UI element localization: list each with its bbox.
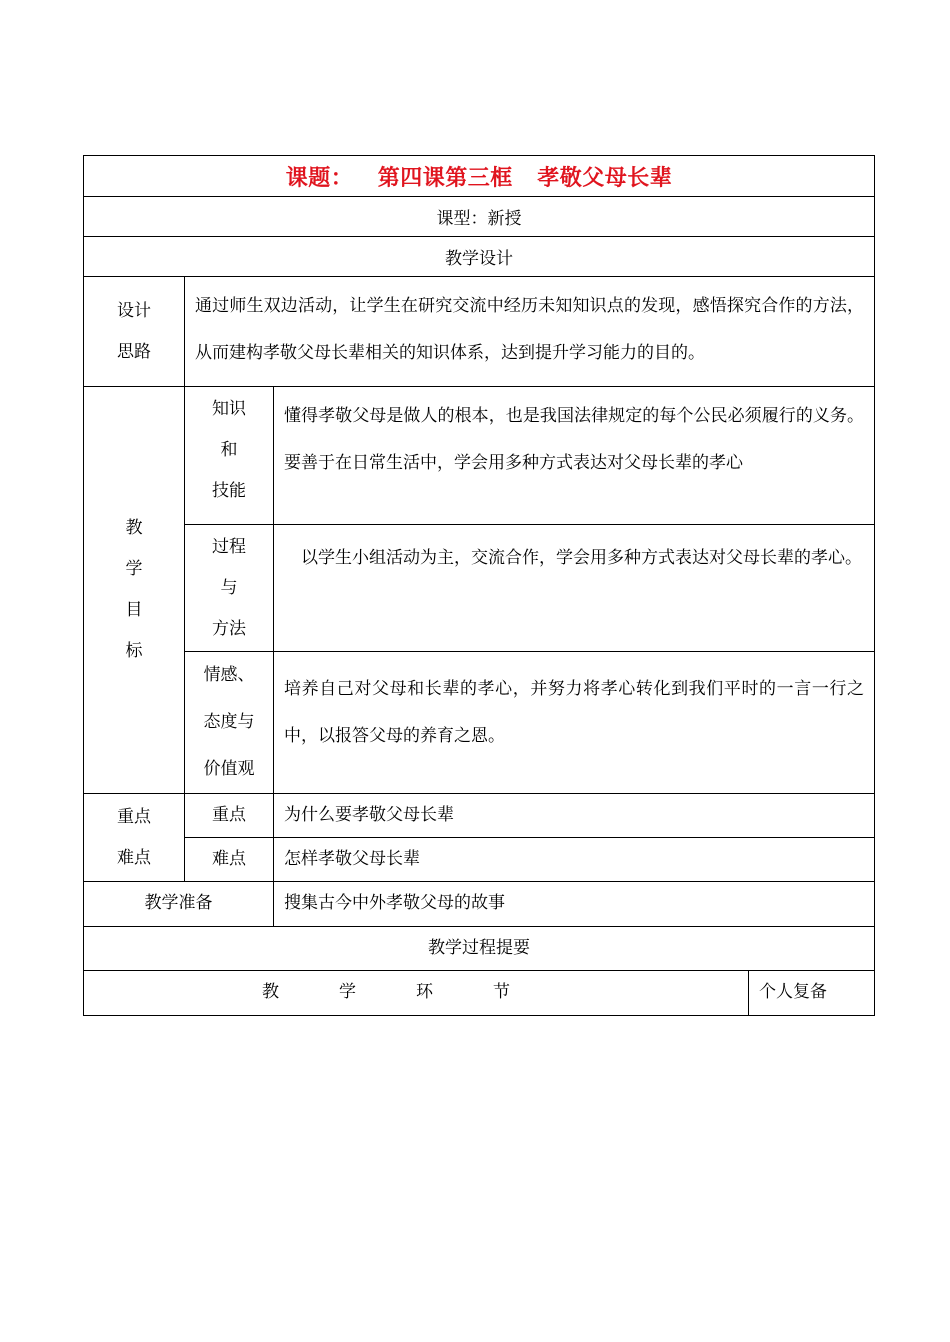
goal-knowledge-text: 懂得孝敬父母是做人的根本，也是我国法律规定的每个公民必须履行的义务。要善于在日常生活中，学会用多种方式表达对父母长辈的孝心	[274, 387, 875, 525]
difficulty-label: 难点	[185, 838, 274, 882]
title-topic: 孝敬父母长辈	[537, 164, 673, 191]
title-label: 课题：	[285, 164, 354, 191]
title-lesson: 第四课第三框	[377, 164, 513, 191]
teaching-design-heading: 教学设计	[84, 237, 875, 277]
goal-knowledge-label: 知识 和 技能	[185, 387, 274, 525]
process-stage-header: 教 学 环 节	[84, 971, 749, 1016]
teaching-goals-label: 教 学 目 标	[84, 387, 185, 794]
design-idea-label: 设计 思路	[84, 277, 185, 387]
personal-prep-header: 个人复备	[749, 971, 875, 1016]
lesson-plan-table	[83, 155, 875, 1016]
lesson-type: 课型：新授	[84, 197, 875, 237]
difficulty-text: 怎样孝敬父母长辈	[274, 838, 875, 882]
preparation-text: 搜集古今中外孝敬父母的故事	[274, 882, 875, 927]
goal-process-text: 以学生小组活动为主，交流合作，学会用多种方式表达对父母长辈的孝心。	[274, 525, 875, 652]
goal-process-label: 过程 与 方法	[185, 525, 274, 652]
key-points-label: 重点 难点	[84, 794, 185, 882]
goal-emotion-label: 情感、 态度与 价值观	[185, 652, 274, 794]
lesson-title	[84, 156, 875, 197]
focus-label: 重点	[185, 794, 274, 838]
process-heading: 教学过程提要	[84, 927, 875, 971]
preparation-label: 教学准备	[84, 882, 274, 927]
goal-emotion-text: 培养自己对父母和长辈的孝心，并努力将孝心转化到我们平时的一言一行之中，以报答父母的养育之恩。	[274, 652, 875, 794]
design-idea-text: 通过师生双边活动，让学生在研究交流中经历未知知识点的发现，感悟探究合作的方法，从而建构孝敬父母长辈相关的知识体系，达到提升学习能力的目的。	[185, 277, 875, 387]
focus-text: 为什么要孝敬父母长辈	[274, 794, 875, 838]
